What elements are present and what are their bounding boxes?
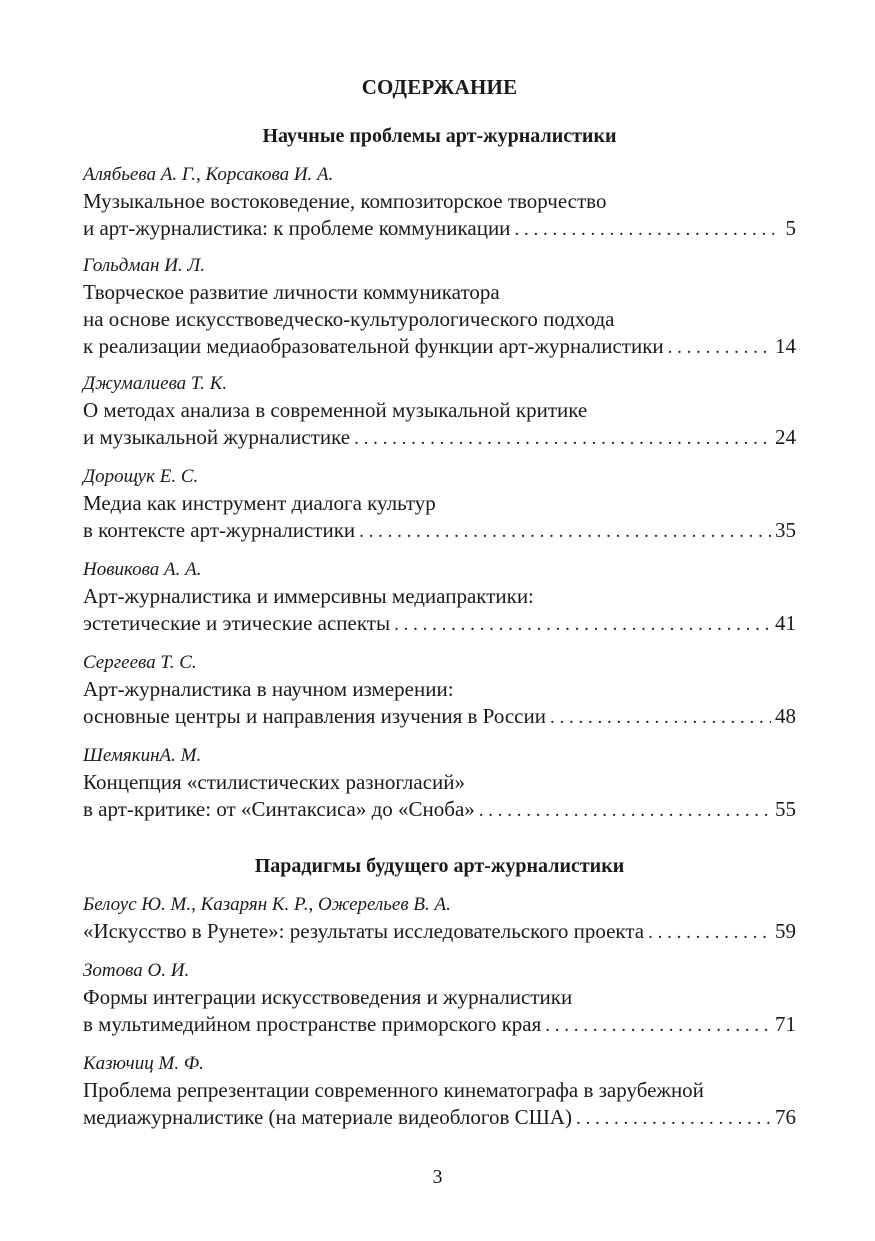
dot-leader — [359, 518, 771, 545]
entry-title-line: Арт-журналистика и иммерсивны медиапрактики: — [83, 584, 534, 608]
entry-title-line: и арт-журналистика: к проблеме коммуникации — [83, 216, 511, 240]
entry-title-line: к реализации медиаобразовательной функции арт-журналистики — [83, 334, 664, 358]
entry-title-line: в арт-критике: от «Синтаксиса» до «Сноба» — [83, 797, 475, 821]
page-title: СОДЕРЖАНИЕ — [361, 75, 518, 99]
toc-entry[interactable] — [83, 371, 796, 452]
toc-entry[interactable] — [83, 892, 796, 946]
entry-last-line — [83, 517, 796, 545]
section-heading: Научные проблемы арт-журналистики — [262, 125, 617, 147]
entry-title-line: медиажурналистике (на материале видеоблогов США) — [83, 1105, 572, 1129]
entry-page-number[interactable]: 55 — [775, 797, 796, 821]
toc-section — [83, 852, 796, 1132]
dot-leader — [354, 425, 771, 452]
dot-leader — [479, 797, 771, 824]
entry-last-line — [83, 333, 796, 361]
toc-entry[interactable] — [83, 1051, 796, 1132]
entry-last-line — [83, 703, 796, 731]
entry-author: Дорощук Е. С. — [83, 466, 199, 487]
entry-page-number[interactable]: 14 — [775, 334, 796, 358]
entry-page-number[interactable]: 59 — [775, 919, 796, 943]
entry-author: Белоус Ю. М., Казарян К. Р., Ожерельев В. А. — [83, 894, 451, 915]
entry-last-line — [83, 796, 796, 824]
entry-last-line — [83, 1104, 796, 1132]
dot-leader — [545, 1012, 771, 1039]
toc-entry[interactable] — [83, 253, 796, 361]
entry-author: Гольдман И. Л. — [83, 255, 206, 276]
entry-author: Казючиц М. Ф. — [83, 1053, 204, 1074]
entry-page-number[interactable]: 48 — [775, 704, 796, 728]
entry-page-number[interactable]: 24 — [775, 425, 796, 449]
entry-title-line: Проблема репрезентации современного кинематографа в зарубежной — [83, 1078, 704, 1102]
entry-title-line: «Искусство в Рунете»: результаты исследовательского проекта — [83, 919, 645, 943]
entry-author: Сергеева Т. С. — [83, 652, 197, 673]
entry-last-line — [83, 1011, 796, 1039]
entry-last-line — [83, 918, 796, 946]
toc-section — [83, 122, 796, 824]
page-number: 3 — [432, 1166, 443, 1188]
dot-leader — [668, 334, 771, 361]
entry-title-line: Формы интеграции искусствоведения и журналистики — [83, 985, 573, 1009]
entry-title-line: в мультимедийном пространстве приморского края — [83, 1012, 542, 1036]
dot-leader — [648, 919, 771, 946]
entry-last-line — [83, 424, 796, 452]
toc-entry[interactable] — [83, 650, 796, 731]
dot-leader — [550, 704, 771, 731]
entry-title-line: в контексте арт-журналистики — [83, 518, 356, 542]
toc-entry[interactable] — [83, 464, 796, 545]
entry-author: ШемякинА. М. — [83, 745, 202, 766]
entry-title-line: на основе искусствоведческо-культурологического подхода — [83, 307, 615, 331]
entry-author: Новикова А. А. — [83, 559, 202, 580]
entry-title-line: О методах анализа в современной музыкальной критике — [83, 398, 588, 422]
entry-author: Джумалиева Т. К. — [83, 373, 228, 394]
entry-title-line: и музыкальной журналистике — [83, 425, 351, 449]
entry-page-number[interactable]: 35 — [775, 518, 796, 542]
entry-title-line: основные центры и направления изучения в России — [83, 704, 546, 728]
toc-entry[interactable] — [83, 557, 796, 638]
entry-author: Зотова О. И. — [83, 960, 190, 981]
entry-last-line — [83, 610, 796, 638]
toc-entry[interactable] — [83, 743, 796, 824]
entry-title-line: Музыкальное востоковедение, композиторское творчество — [83, 189, 607, 213]
entry-last-line — [83, 215, 796, 243]
entry-title-line: Медиа как инструмент диалога культур — [83, 491, 436, 515]
section-heading: Парадигмы будущего арт-журналистики — [254, 855, 625, 877]
dot-leader — [394, 611, 771, 638]
entry-title-line: Концепция «стилистических разногласий» — [83, 770, 465, 794]
entry-title-line: Творческое развитие личности коммуникатора — [83, 280, 500, 304]
toc-entry[interactable] — [83, 162, 796, 243]
dot-leader — [576, 1105, 771, 1132]
entry-title-line: Арт-журналистика в научном измерении: — [83, 677, 454, 701]
entry-page-number[interactable]: 76 — [775, 1105, 796, 1129]
entry-page-number[interactable]: 71 — [775, 1012, 796, 1036]
entry-page-number[interactable]: 41 — [775, 611, 796, 635]
table-of-contents — [83, 70, 796, 1132]
entry-author: Алябьева А. Г., Корсакова И. А. — [83, 164, 334, 185]
entry-title-line: эстетические и этические аспекты — [83, 611, 391, 635]
dot-leader — [514, 216, 774, 243]
entry-page-number[interactable]: 5 — [785, 216, 796, 240]
toc-entry[interactable] — [83, 958, 796, 1039]
